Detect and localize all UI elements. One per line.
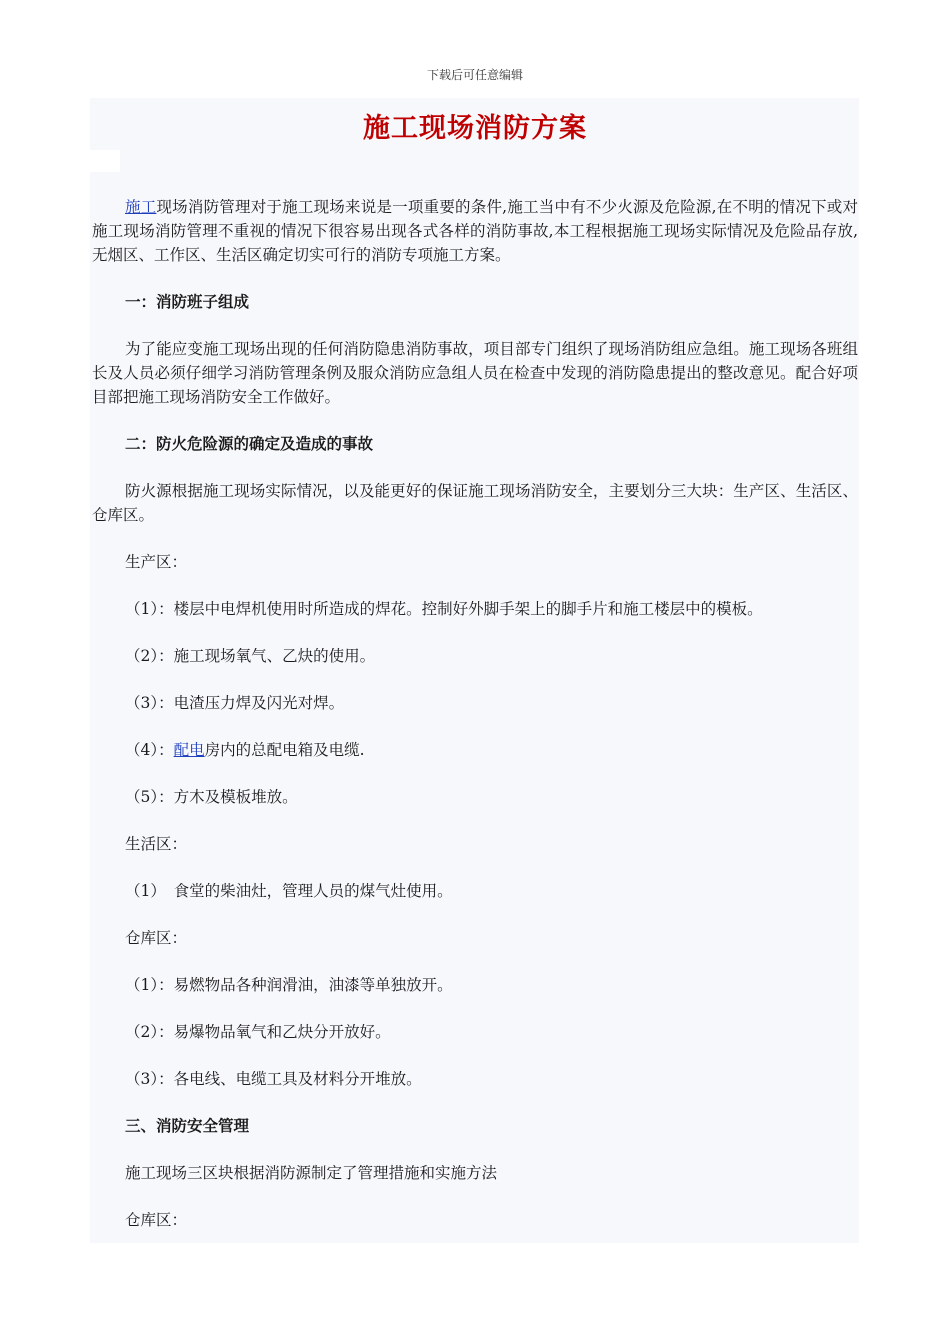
storage-item: （1）：易燃物品各种润滑油，油漆等单独放开。 <box>125 976 453 994</box>
production-item: （3）：电渣压力焊及闪光对焊。 <box>125 694 345 712</box>
production-item: （5）：方木及模板堆放。 <box>125 788 298 806</box>
section3-text: 施工现场三区块根据消防源制定了管理措施和实施方法 <box>125 1164 498 1182</box>
header-note: 下载后可任意编辑 <box>426 68 523 82</box>
document-title: 施工现场消防方案 <box>363 113 587 144</box>
living-item: （1） 食堂的柴油灶，管理人员的煤气灶使用。 <box>125 882 453 900</box>
storage-area-label: 仓库区： <box>125 929 188 947</box>
item4-text: 房内的总配电箱及电缆. <box>204 741 365 759</box>
section2-heading: 二：防火危险源的确定及造成的事故 <box>125 434 374 453</box>
production-item: （2）：施工现场氧气、乙炔的使用。 <box>125 647 376 665</box>
power-distribution-link[interactable]: 配电 <box>173 741 205 759</box>
section1-paragraph: 为了能应变施工现场出现的任何消防隐患消防事故，项目部专门组织了现场消防组应急组。施工现场各班组长及人员必须仔细学习消防管理条例及服众消防应急组人员在检查中发现的消防隐患提出的整改意见。配合好项目部把施工现场消防安全工作做好。 <box>92 340 858 406</box>
living-area-label: 生活区： <box>125 835 188 853</box>
document-body <box>92 195 858 1232</box>
intro-paragraph <box>92 195 858 267</box>
decorative-block <box>90 150 120 172</box>
storage-item: （2）：易爆物品氧气和乙炔分开放好。 <box>125 1023 391 1041</box>
item4-prefix: （4）： <box>125 741 174 759</box>
production-item <box>92 738 858 762</box>
section3-heading: 三、消防安全管理 <box>125 1116 250 1135</box>
production-area-label: 生产区： <box>125 553 188 571</box>
section2-paragraph: 防火源根据施工现场实际情况，以及能更好的保证施工现场消防安全，主要划分三大块：生产区、生活区、仓库区。 <box>92 482 858 524</box>
section3-storage-label: 仓库区： <box>125 1211 188 1229</box>
intro-text: 现场消防管理对于施工现场来说是一项重要的条件,施工当中有不少火源及危险源,在不明的情况下或对施工现场消防管理不重视的情况下很容易出现各式各样的消防事故,本工程根据施工现场实际情况及危险品存放,无烟区、工作区、生活区确定切实可行的消防专项施工方案。 <box>92 198 858 264</box>
storage-item: （3）：各电线、电缆工具及材料分开堆放。 <box>125 1070 422 1088</box>
production-item: （1）：楼层中电焊机使用时所造成的焊花。控制好外脚手架上的脚手片和施工楼层中的模板。 <box>125 600 763 618</box>
construction-link[interactable]: 施工 <box>125 198 157 216</box>
section1-heading: 一：消防班子组成 <box>125 292 250 311</box>
